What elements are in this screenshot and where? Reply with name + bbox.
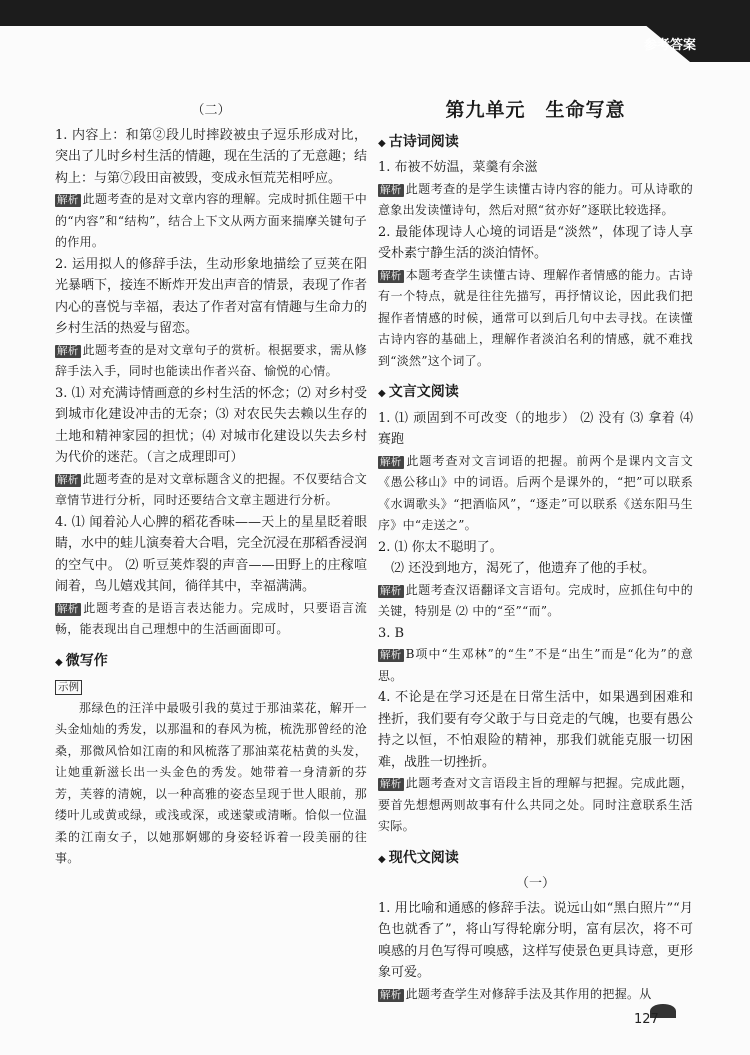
bullet-icon: ◆ bbox=[378, 137, 386, 149]
bullet-icon: ◆ bbox=[55, 656, 63, 668]
analysis-text: 此题考查的是对文章内容的理解。完成时抓住题干中的“内容”和“结构”，结合上下文从两方面来揣摩关键句子的作用。 bbox=[55, 192, 367, 249]
answer-2: 2. 运用拟人的修辞手法，生动形象地描绘了豆荚在阳光暴晒下，接连不断炸开发出声音的情景，表现了作者内心的喜悦与幸福，表达了作者对富有情趣与生命力的乡村生活的热爱与留恋。 bbox=[55, 256, 368, 336]
bullet-icon: ◆ bbox=[378, 853, 386, 865]
analysis-tag: 解析 bbox=[380, 778, 402, 790]
analysis-tag: 解析 bbox=[380, 183, 402, 196]
left-column bbox=[55, 100, 367, 870]
section-classical bbox=[378, 382, 693, 405]
sample-text: 那绿色的汪洋中最吸引我的莫过于那油菜花，解开一头金灿灿的秀发，以那温和的春风为梳，梳洗那曾经的沧桑，那微风恰如江南的和风梳落了那油菜花枯黄的头发，让她重新滋长出一头金色的秀发。她带着一身清新的芬芳，芙蓉的清婉，以一种高雅的姿态呈现于世人眼前，那缕叶儿或黄或绿，或浅或深，或迷蒙或清晰。恰似一位温柔的江南女子，以她那婀娜的身姿轻诉着一段美丽的往事。 bbox=[55, 700, 367, 865]
section-micro-writing bbox=[55, 651, 367, 674]
modern-answer-1: 1. 用比喻和通感的修辞手法。说远山如“黑白照片”“月色也就香了”，将山写得轮廓分明，富有层次，将不可嗅感的月色写得可嗅感，这样写使景色更具诗意，更形象可爱。 bbox=[378, 900, 693, 980]
answer-3: 3. ⑴ 对充满诗情画意的乡村生活的怀念；⑵ 对乡村受到城市化建设冲击的无奈；⑶ 对农民失去赖以生存的土地和精神家园的担忧；⑷ 对城市化建设以失去乡村为代价的迷茫。（言之成理即可） bbox=[55, 385, 367, 465]
analysis-text: 本题考查学生读懂古诗、理解作者情感的能力。古诗有一个特点，就是往往先描写，再抒情议论，因此我们把握作者情感的时候，通常可以到后几句中去寻找。在读懂古诗内容的基础上，理解作者淡泊名利的情感，就不难找到“淡然”这个词了。 bbox=[378, 267, 693, 368]
classical-answer-4: 4. 不论是在学习还是在日常生活中，如果遇到困难和挫折，我们要有夸父敢于与日竞走的气魄，也要有愚公持之以恒，不怕艰险的精神，那我们就能克服一切困难，战胜一切挫折。 bbox=[378, 690, 693, 770]
section-title: 微写作 bbox=[65, 652, 108, 669]
analysis-1 bbox=[55, 189, 367, 254]
analysis-tag: 解析 bbox=[57, 344, 79, 357]
analysis-text: 此题考查汉语翻译文言语句。完成时，应抓住句中的关键，特别是 ⑵ 中的“至”“而”。 bbox=[378, 582, 693, 618]
answer-4: 4. ⑴ 闻着沁人心脾的稻花香味——天上的星星眨着眼睛，水中的蛙儿演奏着大合唱，完全沉浸在那稻香浸润的空气中。 ⑵ 听豆荚炸裂的声音——田野上的庄稼喧闹着，鸟儿嬉戏其间，徜徉其中，幸福满满。 bbox=[55, 514, 368, 594]
analysis-tag: 解析 bbox=[57, 602, 79, 615]
analysis-text: 此题考查对文言词语的把握。前两个是课内文言文《愚公移山》中的词语。后两个是课外的，“把”可以联系《水调歌头》“把酒临风”，“逐走”可以联系《送东阳马生序》中“走送之”。 bbox=[378, 453, 693, 532]
analysis-text: 此题考查学生对修辞手法及其作用的把握。从 bbox=[405, 986, 652, 1001]
poem-answer-1: 1. 布被不妨温，菜羹有余滋 bbox=[378, 160, 538, 175]
classical-answer-1: 1. ⑴ 顽固到不可改变（的地步） ⑵ 没有 ⑶ 拿着 ⑷ 赛跑 bbox=[378, 410, 693, 447]
poem-analysis-1 bbox=[378, 179, 693, 222]
classical-analysis-1 bbox=[378, 451, 693, 537]
header-band-shape bbox=[0, 0, 750, 62]
analysis-4 bbox=[55, 598, 367, 641]
analysis-text: 此题考查的是语言表达能力。完成时，只要语言流畅，能表现出自己理想中的生活画面即可。 bbox=[55, 600, 367, 636]
sample-tag: 示例 bbox=[55, 680, 82, 695]
analysis-3 bbox=[55, 469, 367, 512]
classical-analysis-2 bbox=[378, 580, 693, 623]
analysis-tag: 解析 bbox=[380, 455, 402, 468]
section-poetry bbox=[378, 132, 693, 155]
analysis-2 bbox=[55, 340, 367, 383]
section-modern bbox=[378, 848, 693, 871]
left-subtitle: （二） bbox=[191, 103, 231, 118]
analysis-text: 此题考查的是学生读懂古诗内容的能力。可从诗歌的意象出发读懂诗句，然后对照“贫亦好”逐联比较选择。 bbox=[378, 181, 693, 217]
analysis-tag: 解析 bbox=[380, 988, 402, 1001]
analysis-text: 此题考查的是对文章句子的赏析。根据要求，需从修辞手法入手，同时也能读出作者兴奋、愉悦的心情。 bbox=[55, 342, 367, 378]
bullet-icon: ◆ bbox=[378, 388, 386, 399]
analysis-text: 此题考查对文言语段主旨的理解与把握。完成此题，要首先想想两则故事有什么共同之处。同时注意联系生活实际。 bbox=[378, 776, 693, 833]
poem-answer-2: 2. 最能体现诗人心境的词语是“淡然”，体现了诗人享受朴素宁静生活的淡泊情怀。 bbox=[378, 224, 693, 261]
section-title: 现代文阅读 bbox=[388, 849, 459, 866]
analysis-tag: 解析 bbox=[380, 584, 402, 597]
section-title: 文言文阅读 bbox=[388, 384, 459, 400]
analysis-text: 此题考查的是对文章标题含义的把握。不仅要结合文章情节进行分析，同时还要结合文章主题进行分析。 bbox=[55, 471, 367, 507]
classical-analysis-3 bbox=[378, 644, 693, 687]
analysis-tag: 解析 bbox=[380, 649, 402, 661]
analysis-text: B项中“生邓林”的“生”不是“出生”而是“化为”的意思。 bbox=[378, 647, 693, 683]
classical-analysis-4 bbox=[378, 773, 693, 838]
classical-answer-2a: 2. ⑴ 你太不聪明了。 bbox=[378, 539, 503, 555]
unit-title: 第九单元 生命写意 bbox=[445, 99, 626, 121]
page-number: 127 bbox=[634, 1012, 659, 1027]
poem-analysis-2 bbox=[378, 265, 693, 373]
modern-subtitle: （一） bbox=[515, 876, 555, 891]
classical-answer-3: 3. B bbox=[378, 625, 405, 641]
section-title: 古诗词阅读 bbox=[388, 133, 459, 150]
header-label: 参考答案 bbox=[643, 38, 696, 53]
right-column bbox=[378, 100, 693, 1005]
analysis-tag: 解析 bbox=[57, 194, 79, 206]
classical-answer-2b: ⑵ 还没到地方，渴死了，他遗弃了他的手杖。 bbox=[391, 561, 656, 576]
analysis-tag: 解析 bbox=[380, 269, 402, 282]
modern-analysis-1 bbox=[378, 984, 693, 1006]
answer-1: 1. 内容上：和第②段儿时摔跤被虫子逗乐形成对比，突出了儿时乡村生活的情趣，现在生活的了无意趣；结构上：与第⑦段田亩被毁，变成永恒荒芜相呼应。 bbox=[55, 127, 368, 186]
analysis-tag: 解析 bbox=[57, 473, 79, 486]
